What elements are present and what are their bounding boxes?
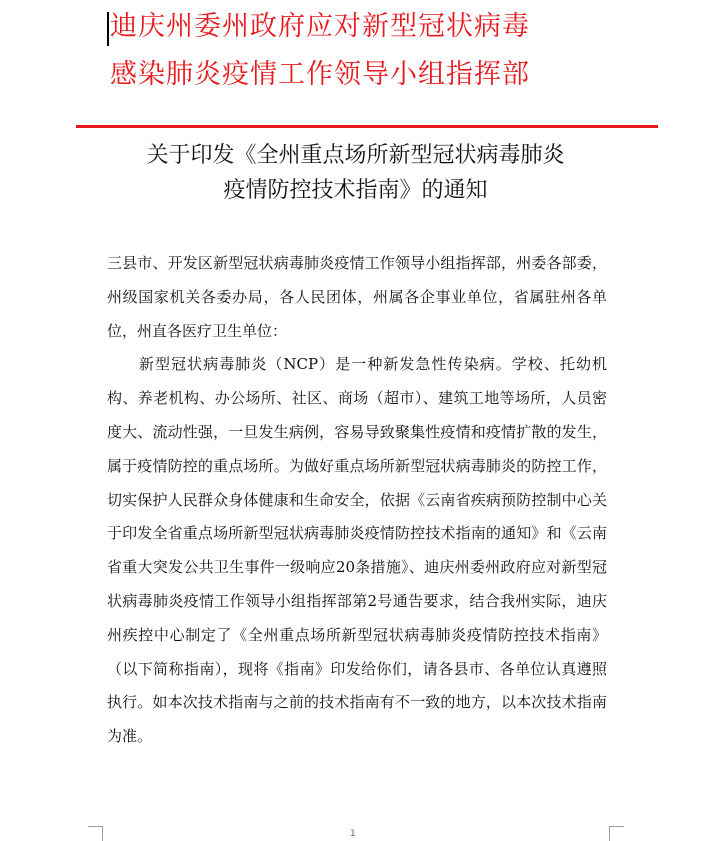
notice-title-line-1: 关于印发《全州重点场所新型冠状病毒肺炎	[146, 143, 565, 168]
main-paragraph: 新型冠状病毒肺炎（NCP）是一种新发急性传染病。学校、托幼机构、养老机构、办公场所、社区、商场（超市）、建筑工地等场所，人员密度大、流动性强，一旦发生病例，容易导致聚集性疫情和疫情扩散的发生，属于疫情防控的重点场所。为做好重点场所新型冠状病毒肺炎的防控工作，切实保护人民群众身体健康和生命安全，依据《云南省疾病预防控制中心关于印发全省重点场所新型冠状病毒肺炎疫情防控技术指南的通知》和《云南省重大突发公共卫生事件一级响应20条措施》、迪庆州委州政府应对新型冠状病毒肺炎疫情工作领导小组指挥部第2号通告要求，结合我州实际，迪庆州疾控中心制定了《全州重点场所新型冠状病毒肺炎疫情防控技术指南》（以下简称指南），现将《指南》印发给你们，请各县市、各单位认真遵照执行。如本次技术指南与之前的技术指南有不一致的地方，以本次技术指南为准。	[107, 355, 607, 746]
notice-title-line-2: 疫情防控技术指南》的通知	[223, 178, 488, 203]
recipients-paragraph: 三县市、开发区新型冠状病毒肺炎疫情工作领导小组指挥部，州委各部委，州级国家机关各委办局，各人民团体，州属各企事业单位，省属驻州各单位，州直各医疗卫生单位：	[107, 254, 607, 340]
red-header-rule	[76, 125, 658, 128]
page-number: 1	[350, 829, 356, 839]
crop-mark-bottom-left	[88, 826, 103, 841]
crop-mark-bottom-right	[609, 826, 624, 841]
issuer-title-line-1: 迪庆州委州政府应对新型冠状病毒	[110, 11, 530, 42]
text-cursor	[107, 12, 109, 46]
issuer-title-line-2: 感染肺炎疫情工作领导小组指挥部	[110, 59, 530, 90]
document-body	[107, 247, 607, 754]
